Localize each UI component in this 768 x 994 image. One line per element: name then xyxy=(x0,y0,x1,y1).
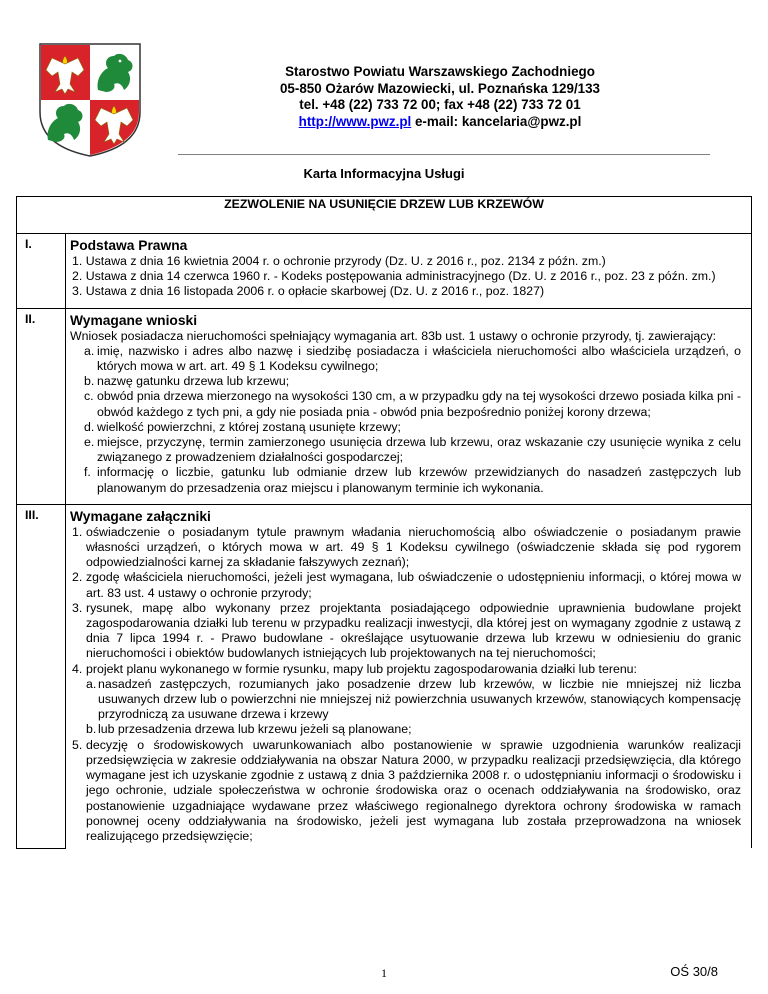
sub-list-item xyxy=(86,677,741,723)
coat-of-arms-icon xyxy=(38,42,142,158)
item-label: d. xyxy=(84,419,95,434)
section-intro: Wniosek posiadacza nieruchomości spełniający wymagania art. 83b ust. 1 ustawy o ochronie przyrody, tj. zawierający: xyxy=(70,328,717,343)
office-address: 05-850 Ożarów Mazowiecki, ul. Poznańska 129/133 xyxy=(279,80,601,96)
section-legal-basis xyxy=(17,234,752,309)
section-title: Wymagane załączniki xyxy=(70,508,211,524)
office-header xyxy=(200,64,680,130)
list-item xyxy=(72,601,741,662)
list-item xyxy=(84,435,741,465)
item-text: nasadzeń zastępczych, rozumianych jako posadzenie drzew lub krzewów, w liczbie nie mniejszej niż liczba usuwanych drzew lub o powierzchni nie mniejszej niż powierzchnia usuwanych krzewów, stanowiących kompensację przyrodniczą za usuwane drzewa i krzewy xyxy=(98,676,741,722)
document-title: ZEZWOLENIE NA USUNIĘCIE DRZEW LUB KRZEWÓW xyxy=(17,197,752,234)
list-item xyxy=(84,465,741,495)
item-text: lub przesadzenia drzewa lub krzewu jeżeli są planowane; xyxy=(98,722,412,737)
header-divider xyxy=(178,154,710,155)
item-label: a. xyxy=(86,676,97,691)
item-label: 4. xyxy=(72,661,83,676)
item-text: obwód pnia drzewa mierzonego na wysokości 130 cm, a w przypadku gdy na tej wysokości drzewo posiada kilka pni - obwód każdego z tych pni, a gdy nie posiada pnia - obwód pnia bezpośrednio poniżej korony drzewa; xyxy=(97,389,741,419)
item-label: f. xyxy=(84,465,91,480)
section-required-attachments xyxy=(17,504,752,848)
section-number: III. xyxy=(17,504,66,848)
item-text: informację o liczbie, gatunku lub odmianie drzew lub krzewów przewidzianych do nasadzeń zastępczych lub planowanym do przesadzenia oraz miejscu i planowanym terminie ich wykonania. xyxy=(97,465,741,495)
item-label: a. xyxy=(84,343,95,358)
office-phone-fax: tel. +48 (22) 733 72 00; fax +48 (22) 733 72 01 xyxy=(299,97,581,112)
website-link[interactable]: http://www.pwz.pl xyxy=(298,113,412,129)
list-item xyxy=(84,389,741,419)
item-label: 1. xyxy=(72,524,83,539)
item-text: decyzję o środowiskowych uwarunkowaniach albo postanowienie w sprawie uzgodnienia warunków realizacji przedsięwzięcia w zakresie oddziaływania na obszar Natura 2000, w przypadku realizacji przedsięwzięcia, dla którego wymagane jest ich uzyskanie zgodnie z ustawą z dnia 3 października 2008 r. o udostępnianiu informacji o środowisku i jego ochronie, udziale społeczeństwa w ochronie środowiska oraz o ocenach oddziaływania na środowisko, oraz postanowienie uzgadniające wydawane przez właściwego regionalnego dyrektora ochrony środowiska w ramach ponownej oceny oddziaływania na środowisko, jeżeli jest wymagana lub została przeprowadzona na wniosek realizującego przedsięwzięcie; xyxy=(86,737,741,843)
karta-title: Karta Informacyjna Usługi xyxy=(303,166,465,181)
list-item xyxy=(72,738,741,844)
office-contact xyxy=(200,114,680,131)
section-required-applications xyxy=(17,308,752,504)
list-item xyxy=(84,344,741,374)
item-label: 3. xyxy=(72,600,83,615)
item-text: nazwę gatunku drzewa lub krzewu; xyxy=(97,374,290,389)
list-item xyxy=(84,374,741,389)
item-label: b. xyxy=(86,722,97,737)
item-text: zgodę właściciela nieruchomości, jeżeli jest wymagana, lub oświadczenie o udostępnieniu informacji, o której mowa w art. 83 ust. 4 ustawy o ochronie przyrody; xyxy=(86,570,741,600)
legal-basis-item: 1. Ustawa z dnia 16 kwietnia 2004 r. o ochronie przyrody (Dz. U. z 2016 r., poz. 2134 z późn. zm.) xyxy=(72,254,606,268)
item-text: oświadczenie o posiadanym tytule prawnym władania nieruchomością albo oświadczenie o posiadanym prawie własności urządzeń, o których mowa w art. 49 § 1 Kodeksu cywilnego (oświadczenie składa się pod rygorem odpowiedzialności karnej za składanie fałszywych zeznań); xyxy=(86,524,741,570)
document-code: OŚ 30/8 xyxy=(670,964,718,979)
item-label: c. xyxy=(84,389,94,404)
item-label: 5. xyxy=(72,737,83,752)
item-label: b. xyxy=(84,374,95,389)
item-text: projekt planu wykonanego w formie rysunku, mapy lub projektu zagospodarowania działki lub terenu: xyxy=(86,661,637,676)
list-item xyxy=(72,662,741,677)
item-text: rysunek, mapę albo wykonany przez projektanta posiadającego odpowiednie uprawnienia budowlane projekt zagospodarowania działki lub terenu w przypadku realizacji inwestycji, dla której jest on wymagany zgodnie z ustawą z dnia 7 lipca 1994 r. - Prawo budowlane - określające usytuowanie drzewa lub krzewu w odniesieniu do granic nieruchomości i obiektów budowlanych istniejących lub projektowanych na tej nieruchomości; xyxy=(86,600,741,661)
service-table xyxy=(16,196,752,849)
sub-list-item xyxy=(86,722,741,737)
legal-basis-item: 3. Ustawa z dnia 16 listopada 2006 r. o opłacie skarbowej (Dz. U. z 2016 r., poz. 1827) xyxy=(72,284,545,299)
item-label: e. xyxy=(84,435,95,450)
list-item xyxy=(84,420,741,435)
section-number: II. xyxy=(17,308,66,504)
list-item xyxy=(72,525,741,571)
section-title: Podstawa Prawna xyxy=(70,238,188,253)
item-text: miejsce, przyczynę, termin zamierzonego usunięcia drzewa lub krzewu, oraz wskazanie czy usunięcie wynika z celu związanego z prowadzeniem działalności gospodarczej; xyxy=(97,435,741,465)
item-label: 2. xyxy=(72,570,83,585)
office-name: Starostwo Powiatu Warszawskiego Zachodniego xyxy=(285,64,595,79)
legal-basis-item: 2. Ustawa z dnia 14 czerwca 1960 r. - Kodeks postępowania administracyjnego (Dz. U. z 2016 r., poz. 23 z późn. zm.) xyxy=(72,269,716,284)
email-text: e-mail: kancelaria@pwz.pl xyxy=(411,113,582,129)
section-number: I. xyxy=(17,234,66,309)
item-text: imię, nazwisko i adres albo nazwę i siedzibę posiadacza i właściciela nieruchomości albo właściciela urządzeń, o których mowa w art. art. 49 § 1 Kodeksu cywilnego; xyxy=(97,343,741,374)
section-title: Wymagane wnioski xyxy=(70,312,198,328)
list-item xyxy=(72,570,741,600)
item-text: wielkość powierzchni, z której zostaną usunięte krzewy; xyxy=(97,419,401,434)
page-number: 1 xyxy=(381,966,387,980)
